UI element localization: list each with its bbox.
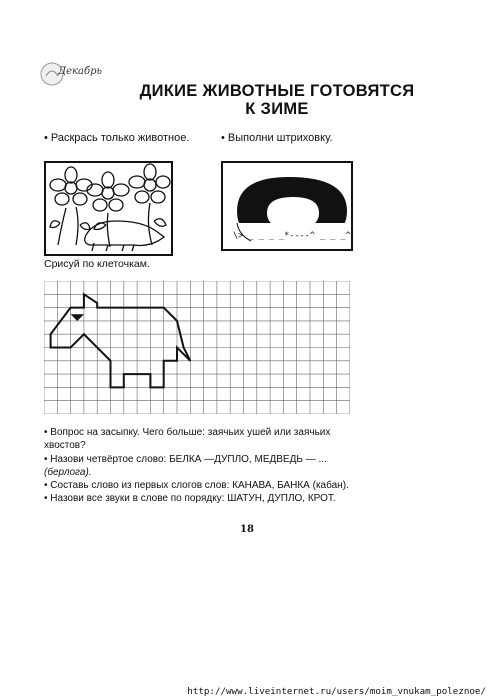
page-title-line2: К ЗИМЕ (245, 100, 309, 118)
grid-boar-drawing (44, 281, 350, 414)
task-color-label: • Раскрась только животное. (44, 132, 190, 144)
month-label: Декабрь (58, 66, 102, 77)
question-2-answer: (берлога). (44, 466, 92, 478)
hatching-picture (221, 161, 353, 251)
question-4: • Назови все звуки в слове по порядку: ШАТУН, ДУПЛО, КРОТ. (44, 493, 336, 505)
hatch-sample: \> ̲ ̲ ̲ ̲*----^ ̲ ̲ ̲^ (233, 231, 351, 241)
question-3: • Составь слово из первых слогов слов: КАНАВА, БАНКА (кабан). (44, 480, 349, 492)
task-hatch-label: • Выполни штриховку. (221, 132, 333, 144)
question-1: • Вопрос на засыпку. Чего больше: заячьих ушей или заячьих хвостов? (44, 427, 331, 452)
footer-url[interactable]: http://www.liveinternet.ru/users/moim_vnukam_poleznoe/ (187, 686, 486, 697)
page-number: 18 (240, 524, 254, 535)
flowers-boar-icon (46, 163, 171, 254)
question-2: • Назови четвёртое слово: БЕЛКА —ДУПЛО, МЕДВЕДЬ — ... (44, 453, 327, 465)
coloring-picture (44, 161, 173, 256)
page-title-line1: ДИКИЕ ЖИВОТНЫЕ ГОТОВЯТСЯ (139, 82, 415, 100)
questions-list (44, 426, 374, 506)
task-grid-label: Срисуй по клеточкам. (44, 258, 150, 270)
